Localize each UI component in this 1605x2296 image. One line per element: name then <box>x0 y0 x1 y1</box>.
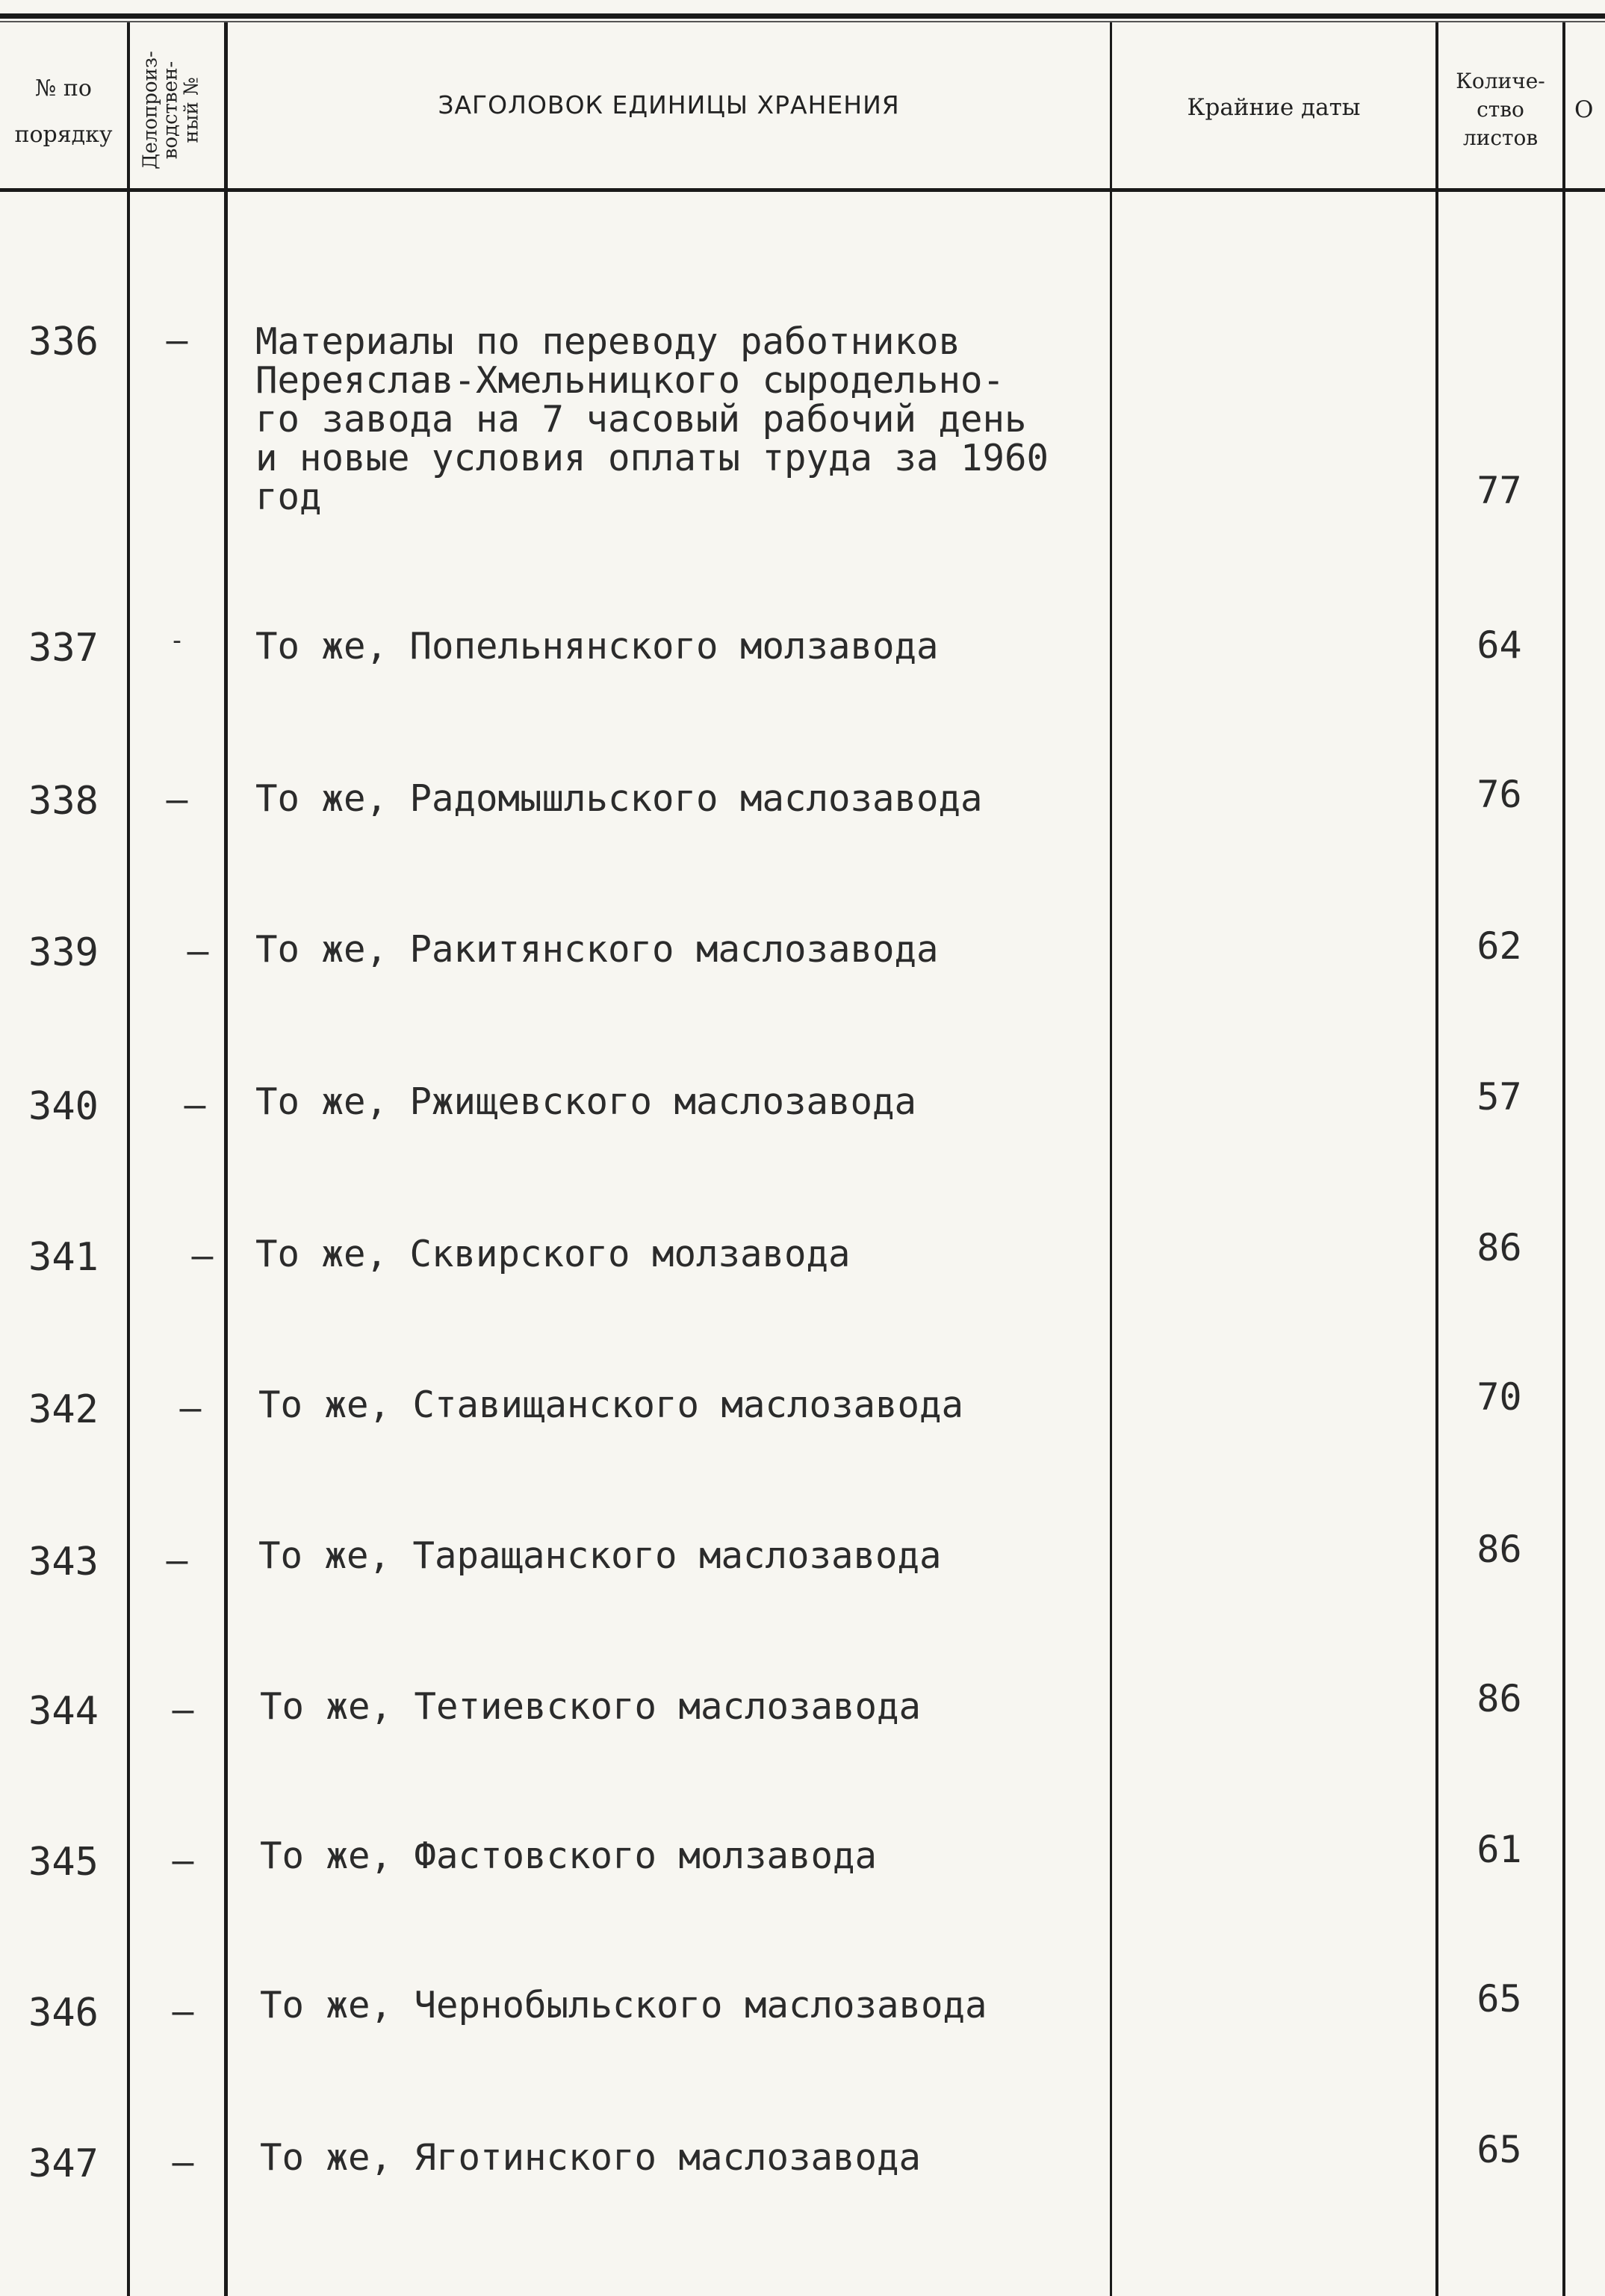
row-sheets: 61 <box>1477 1828 1522 1871</box>
header-office-line: ный № <box>180 77 203 143</box>
row-sheets: 65 <box>1477 1977 1522 2020</box>
row-title: То же, Радомышльского маслозавода <box>255 777 983 820</box>
row-number: 340 <box>28 1084 99 1129</box>
row-office-number: – <box>166 779 188 821</box>
header-sheets-line: ство <box>1477 96 1524 122</box>
header-number-line: порядку <box>14 121 113 148</box>
row-title: То же, Тетиевского маслозавода <box>260 1685 922 1728</box>
row-number: 337 <box>28 626 99 671</box>
row-sheets: 62 <box>1477 924 1522 968</box>
row-number: 341 <box>28 1235 99 1280</box>
row-number: 342 <box>28 1387 99 1432</box>
row-number: 346 <box>28 1991 99 2035</box>
row-sheets: 76 <box>1477 773 1522 816</box>
row-number: 344 <box>28 1689 99 1734</box>
column-divider <box>1435 22 1438 2296</box>
row-title: То же, Ржищевского маслозавода <box>255 1080 917 1123</box>
header-sheets-line: листов <box>1462 125 1539 150</box>
column-divider <box>127 22 130 2296</box>
row-sheets: 86 <box>1477 1226 1522 1269</box>
header-office-line: Делопроиз- <box>139 51 162 169</box>
row-office-number: – <box>184 1084 206 1126</box>
row-number: 345 <box>28 1840 99 1885</box>
header-number-line: № по <box>35 75 92 102</box>
column-divider <box>224 22 228 2296</box>
header-title: ЗАГОЛОВОК ЕДИНИЦЫ ХРАНЕНИЯ <box>438 90 900 119</box>
row-title: То же, Сквирского молзавода <box>255 1233 851 1275</box>
row-office-number: – <box>191 1235 214 1277</box>
row-title: То же, Яготинского маслозавода <box>260 2136 922 2179</box>
header-dates: Крайние даты <box>1187 94 1361 121</box>
row-sheets: 86 <box>1477 1677 1522 1720</box>
row-title: Материалы по переводу работников Переяслав-Хмельницкого сыродельно- го завода на 7 часовый рабочий день и новые условия оплаты труда за 1960 год <box>255 320 1049 518</box>
top-rule <box>0 13 1605 19</box>
header-sheets-line: Количе- <box>1456 69 1545 93</box>
header-office-line: водствен- <box>159 60 182 160</box>
row-office-number: – <box>187 930 209 972</box>
row-title: То же, Попельнянского молзавода <box>255 625 939 668</box>
row-office-number: – <box>172 2141 194 2183</box>
row-title: То же, Ракитянского маслозавода <box>255 928 939 971</box>
header-office-number <box>141 25 212 196</box>
row-number: 338 <box>28 779 99 824</box>
row-title: То же, Ставищанского маслозавода <box>258 1384 964 1426</box>
row-office-number: – <box>172 1991 194 2032</box>
row-title: То же, Фастовского молзавода <box>260 1835 878 1877</box>
header-separator <box>0 188 1605 192</box>
row-number: 343 <box>28 1540 99 1584</box>
row-office-number: – <box>166 320 188 361</box>
row-number: 347 <box>28 2141 99 2186</box>
row-sheets: 57 <box>1477 1075 1522 1119</box>
row-title: То же, Таращанского маслозавода <box>258 1534 942 1577</box>
row-sheets: 86 <box>1477 1528 1522 1571</box>
row-sheets: 64 <box>1477 623 1522 667</box>
row-number: 339 <box>28 930 99 975</box>
top-rule-thin <box>0 21 1605 22</box>
row-office-number: – <box>172 1840 194 1882</box>
row-sheets: 65 <box>1477 2128 1522 2171</box>
row-office-number: - <box>169 626 185 656</box>
row-title: То же, Чернобыльского маслозавода <box>260 1984 987 2026</box>
header-cut-column: О <box>1574 96 1594 123</box>
row-office-number: – <box>179 1387 202 1429</box>
row-number: 336 <box>28 320 99 364</box>
row-sheets: 70 <box>1477 1375 1522 1419</box>
column-divider <box>1562 22 1565 2296</box>
row-office-number: – <box>166 1540 188 1581</box>
header-number <box>0 75 127 149</box>
row-sheets: 77 <box>1477 469 1522 512</box>
row-office-number: – <box>172 1689 194 1731</box>
header-sheets <box>1438 67 1562 152</box>
